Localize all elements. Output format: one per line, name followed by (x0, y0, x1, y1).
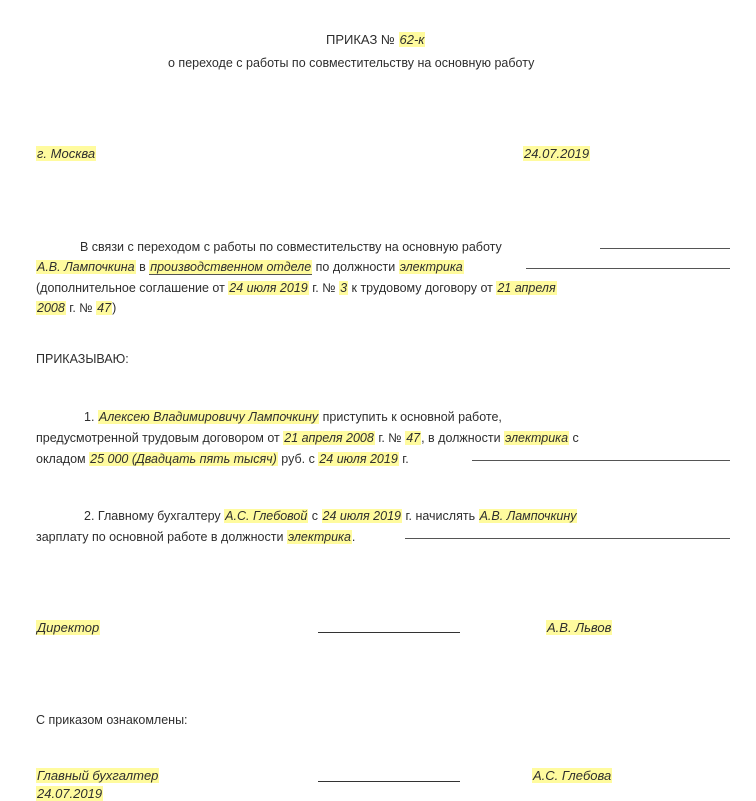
item-1-line-1: 1. Алексею Владимировичу Лампочкину приступить к основной работе, (84, 410, 502, 424)
order-subtitle: о переходе с работы по совместительству на основную работу (168, 56, 535, 70)
fill-line (405, 538, 730, 539)
order-word: ПРИКАЗЫВАЮ: (36, 352, 129, 366)
director-name: А.В. Львов (547, 620, 612, 635)
signature-line (318, 632, 460, 633)
item-2-line-1: 2. Главному бухгалтеру А.С. Глебовой с 24 июля 2019 г. начислять А.В. Лампочкину (84, 509, 577, 523)
order-title (326, 32, 425, 47)
accountant-date: 24.07.2019 (37, 786, 103, 801)
item-1-line-2: предусмотренной трудовым договором от 21 апреля 2008 г. № 47, в должности электрика с (36, 431, 579, 445)
fill-line (526, 268, 730, 269)
acquainted-label: С приказом ознакомлены: (36, 713, 188, 727)
accountant-name: А.С. Глебова (533, 768, 612, 783)
preamble-line-2: А.В. Лампочкина в производственном отделе по должности электрика (37, 260, 463, 274)
accountant-role: Главный бухгалтер (37, 768, 159, 783)
preamble-line-3: (дополнительное соглашение от 24 июля 2019 г. № 3 к трудовому договору от 21 апреля (36, 281, 556, 295)
fill-line (472, 460, 730, 461)
preamble-line-1: В связи с переходом с работы по совместительству на основную работу (80, 240, 502, 254)
order-prefix: ПРИКАЗ № (326, 32, 395, 47)
fill-line (600, 248, 730, 249)
director-role: Директор (37, 620, 100, 635)
order-number: 62-к (399, 32, 425, 47)
preamble-line-4: 2008 г. № 47) (37, 301, 117, 315)
item-2-line-2: зарплату по основной работе в должности электрика. (36, 530, 356, 544)
signature-line (318, 781, 460, 782)
city: г. Москва (37, 146, 96, 161)
order-date: 24.07.2019 (524, 146, 590, 161)
item-1-line-3: окладом 25 000 (Двадцать пять тысяч) руб. с 24 июля 2019 г. (36, 452, 409, 466)
